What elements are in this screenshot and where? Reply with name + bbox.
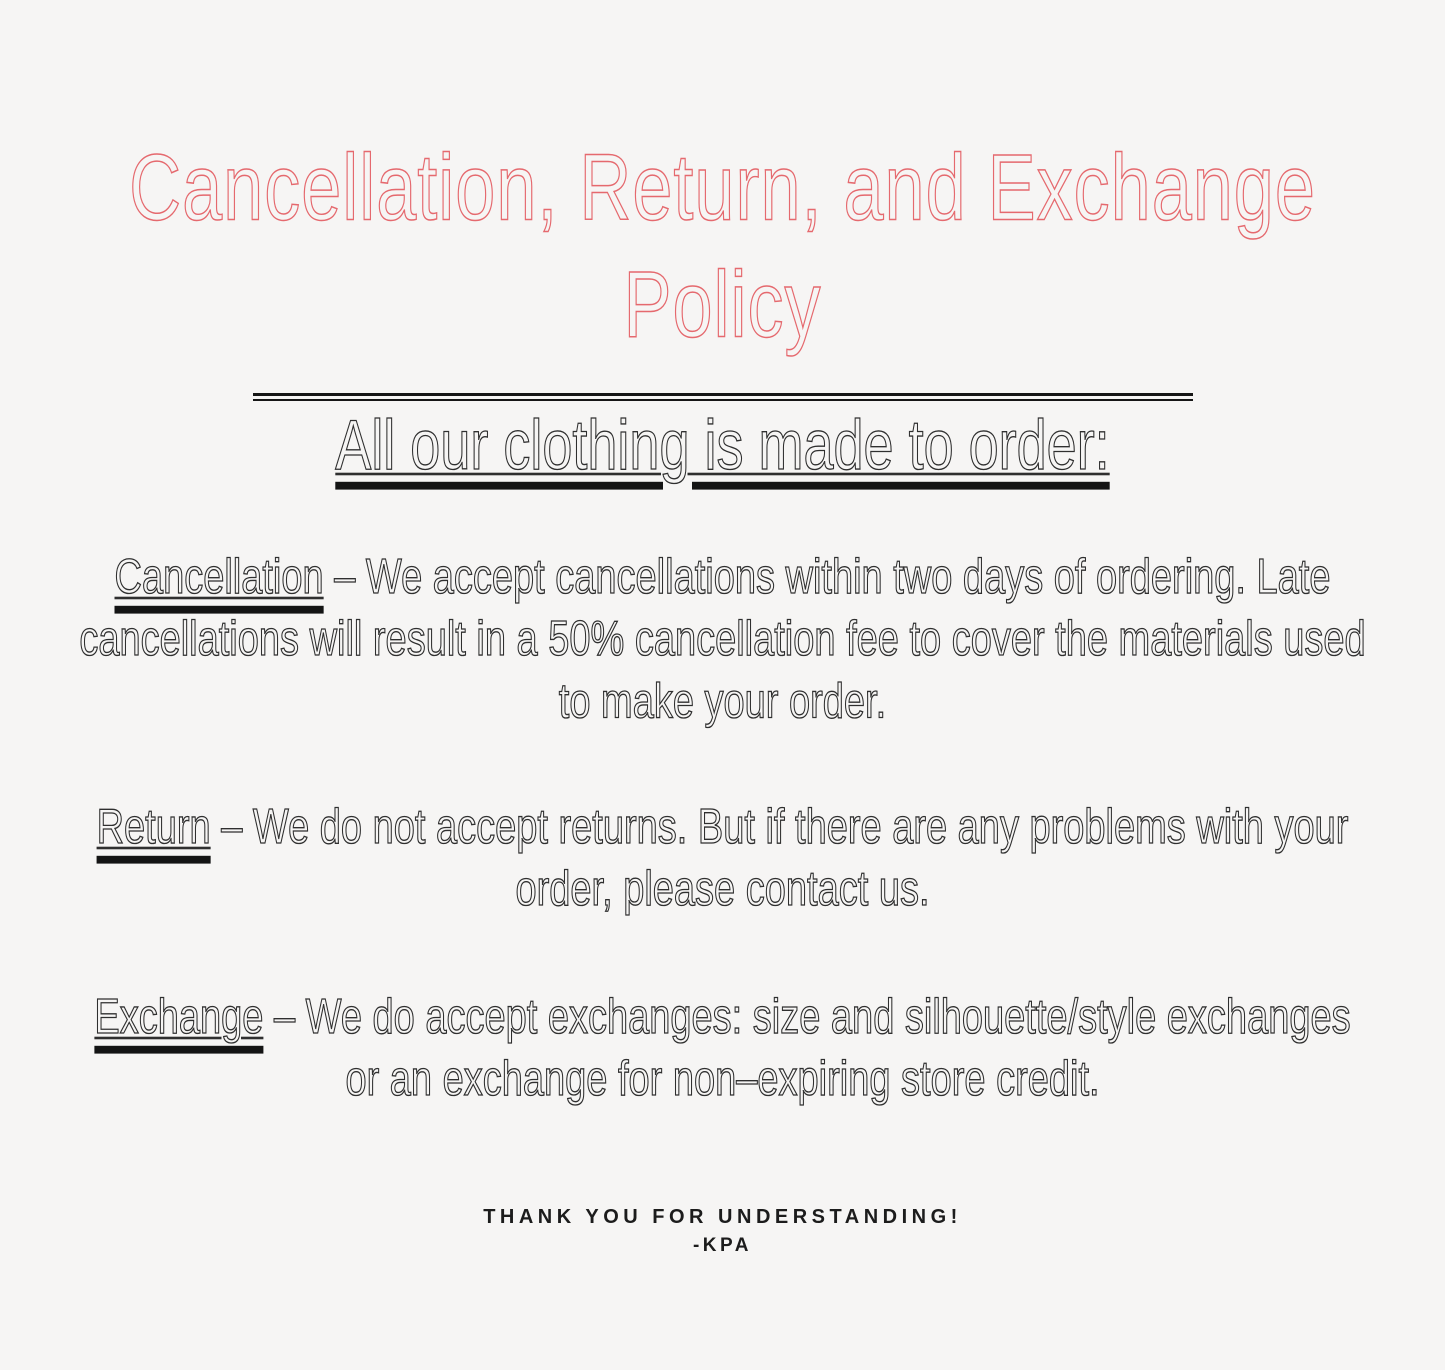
section-cancellation-label: Cancellation — [114, 549, 324, 605]
section-return-text: – We do not accept returns. But if there are any problems with your order, please contact us. — [221, 799, 1349, 917]
section-cancellation-text: – We accept cancellations within two days of ordering. Late cancellations will result in a 50% cancellation fee to cover the materials used to make your order. — [79, 549, 1366, 730]
page-title-line-1: Cancellation, Return, and Exchange — [129, 136, 1316, 241]
section-return-label: Return — [96, 799, 211, 855]
footer-signature-text: -KPA — [692, 1235, 753, 1256]
section-exchange-text: – We do accept exchanges: size and silhouette/style exchanges or an exchange for non–expiring store credit. — [273, 989, 1351, 1107]
section-exchange-label: Exchange — [94, 989, 264, 1045]
tagline-text: All our clothing is made to order: — [335, 406, 1110, 485]
footer-thanks-text: THANK YOU FOR UNDERSTANDING! — [483, 1206, 962, 1228]
page-title — [0, 130, 1445, 364]
tagline — [0, 406, 1445, 485]
section-return — [73, 796, 1373, 921]
section-cancellation — [73, 546, 1373, 733]
section-exchange — [73, 986, 1373, 1111]
title-divider — [253, 393, 1193, 401]
page-title-line-2: Policy — [623, 253, 822, 358]
footer — [0, 1206, 1445, 1257]
